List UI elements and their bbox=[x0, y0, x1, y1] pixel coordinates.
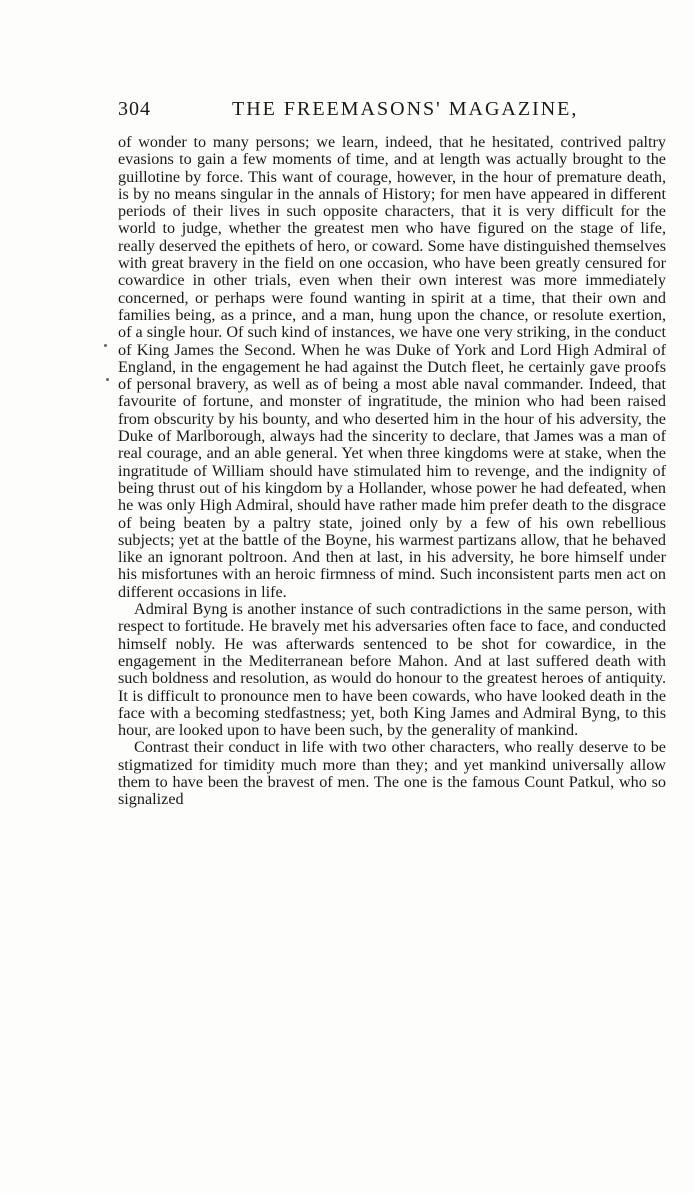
paragraph-2: Admiral Byng is another instance of such contradictions in the same person, with respect to fortitude. He bravely met his adversaries often face to face, and conducted himself nobly. He was afterwards sentenced to be shot for cowardice, in the engagement in the Mediterranean before Mahon. And at last suffered death with such boldness and resolution, as would do honour to the greatest heroes of antiquity. It is difficult to pronounce men to have been cowards, who have looked death in the face with a becoming stedfastness; yet, both King James and Admiral Byng, to this hour, are looked upon to have been such, by the generality of mankind. bbox=[118, 600, 666, 740]
margin-mark bbox=[106, 378, 109, 381]
page-number: 304 bbox=[118, 98, 151, 120]
page-header bbox=[118, 98, 674, 126]
article-body bbox=[118, 134, 666, 809]
margin-mark bbox=[104, 344, 107, 347]
paragraph-1: of wonder to many persons; we learn, indeed, that he hesitated, contrived paltry evasions to gain a few moments of time, and at length was actually brought to the guillotine by force. This want of courage, however, in the hour of premature death, is by no means singular in the annals of History; for men have appeared in different periods of their lives in such opposite characters, that it is very difficult for the world to judge, whether the greatest men who have figured on the stage of life, really deserved the epithets of hero, or coward. Some have distinguished themselves with great bravery in the field on one occasion, who have been greatly censured for cowardice in other trials, even when their own interest was more immediately concerned, or perhaps were found wanting in spirit at a time, that their own and families being, as a prince, and a man, hung upon the chance, or resolute exertion, of a single hour. Of such kind of instances, we have one very striking, in the conduct of King James the Second. When he was Duke of York and Lord High Admiral of England, in the engagement he had against the Dutch fleet, he certainly gave proofs of personal bravery, as well as of being a most able naval commander. Indeed, that favourite of fortune, and monster of ingratitude, the minion who had been raised from obscurity by his bounty, and who deserted him in the hour of his adversity, the Duke of Marlborough, always had the sincerity to declare, that James was a man of real courage, and an able general. Yet when three kingdoms were at stake, when the ingratitude of William should have stimulated him to revenge, and the indignity of being thrust out of his kingdom by a Hollander, whose power he had defeated, when he was only High Admiral, should have rather made him prefer death to the disgrace of being beaten by a paltry state, joined only by a few of his own rebellious subjects; yet at the battle of the Boyne, his warmest partizans allow, that he behaved like an ignorant poltroon. And then at last, in his adversity, he bore himself under his misfortunes with an heroic firmness of mind. Such inconsistent parts men act on different occasions in life. bbox=[118, 133, 666, 601]
paragraph-3: Contrast their conduct in life with two other characters, who really deserve to be stigmatized for timidity much more than they; and yet mankind universally allow them to have been the bravest of men. The one is the famous Count Patkul, who so signalized bbox=[118, 738, 666, 809]
running-title: THE FREEMASONS' MAGAZINE, bbox=[232, 98, 579, 120]
